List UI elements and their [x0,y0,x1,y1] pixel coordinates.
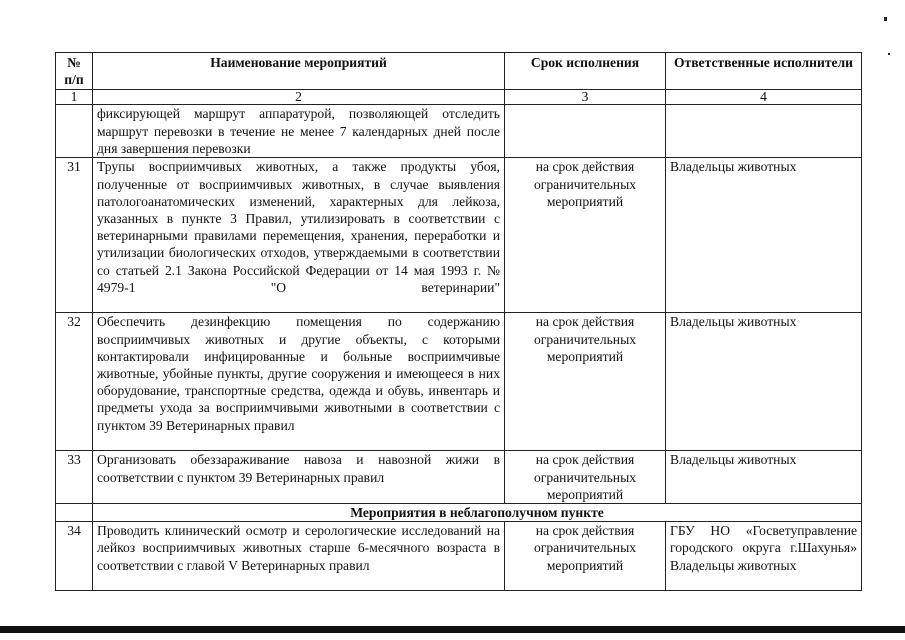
row-num [56,105,93,158]
row-name: Организовать обеззараживание навоза и навозной жижи в соответствии с пунктом 39 Ветеринарных правил [93,451,505,504]
row-responsible [666,105,862,158]
index-cell: 3 [505,90,666,105]
row-num: 31 [56,158,93,313]
header-row [56,53,862,90]
section-num-cell [56,504,93,522]
row-responsible [666,522,862,591]
row-term: на срок действия ограничительных мероприятий [505,522,666,591]
row-term: на срок действия ограничительных мероприятий [505,158,666,313]
row-responsible: Владельцы животных [666,313,862,451]
row-term [505,105,666,158]
section-row [56,504,862,522]
responsible-org: ГБУ НО «Госветуправление городского округа г.Шахунья» [670,523,857,556]
responsible-owner: Владельцы животных [670,557,797,573]
scan-mark [884,17,887,21]
row-num: 33 [56,451,93,504]
table-row [56,105,862,158]
section-title: Мероприятия в неблагополучном пункте [93,504,862,522]
measures-table [55,52,862,591]
header-responsible: Ответственные исполнители [666,53,862,90]
index-cell: 1 [56,90,93,105]
scan-bottom-edge [0,626,905,633]
index-cell: 4 [666,90,862,105]
header-term: Срок исполнения [505,53,666,90]
index-cell: 2 [93,90,505,105]
row-name: Трупы восприимчивых животных, а также продукты убоя, полученные от восприимчивых животных, в случае выявления патологоанатомических изменений, характерных для лейкоза, указанных в пункте 3 Правил, утилизировать в соответствии с ветеринарными правилами перемещения, хранения, переработки и утилизации биологических отходов, утверждаемыми в соответствии со статьей 2.1 Закона Российской Федерации от 14 мая 1993 г. № 4979-1 "О ветеринарии" [93,158,505,313]
header-num: № п/п [56,53,93,90]
table-row [56,313,862,451]
row-name: фиксирующей маршрут аппаратурой, позволяющей отследить маршрут перевозки в течение не менее 7 календарных дней после дня завершения перевозки [93,105,505,158]
row-responsible: Владельцы животных [666,451,862,504]
table-row [56,451,862,504]
table-row [56,522,862,591]
row-num: 32 [56,313,93,451]
row-responsible: Владельцы животных [666,158,862,313]
row-name: Обеспечить дезинфекцию помещения по содержанию восприимчивых животных и другие объекты, с которыми контактировали инфицированные и больные восприимчивые животные, убойные пункты, другие сооружения и имеющееся в них оборудование, транспортные средства, одежда и обувь, инвентарь и предметы ухода за восприимчивыми животными в соответствии с пунктом 39 Ветеринарных правил [93,313,505,451]
column-index-row [56,90,862,105]
row-name: Проводить клинический осмотр и серологические исследований на лейкоз восприимчивых животных старше 6-месячного возраста в соответствии с главой V Ветеринарных правил [93,522,505,591]
table-row [56,158,862,313]
row-num: 34 [56,522,93,591]
row-term: на срок действия ограничительных мероприятий [505,451,666,504]
row-term: на срок действия ограничительных мероприятий [505,313,666,451]
header-name: Наименование мероприятий [93,53,505,90]
scan-mark [888,53,890,55]
